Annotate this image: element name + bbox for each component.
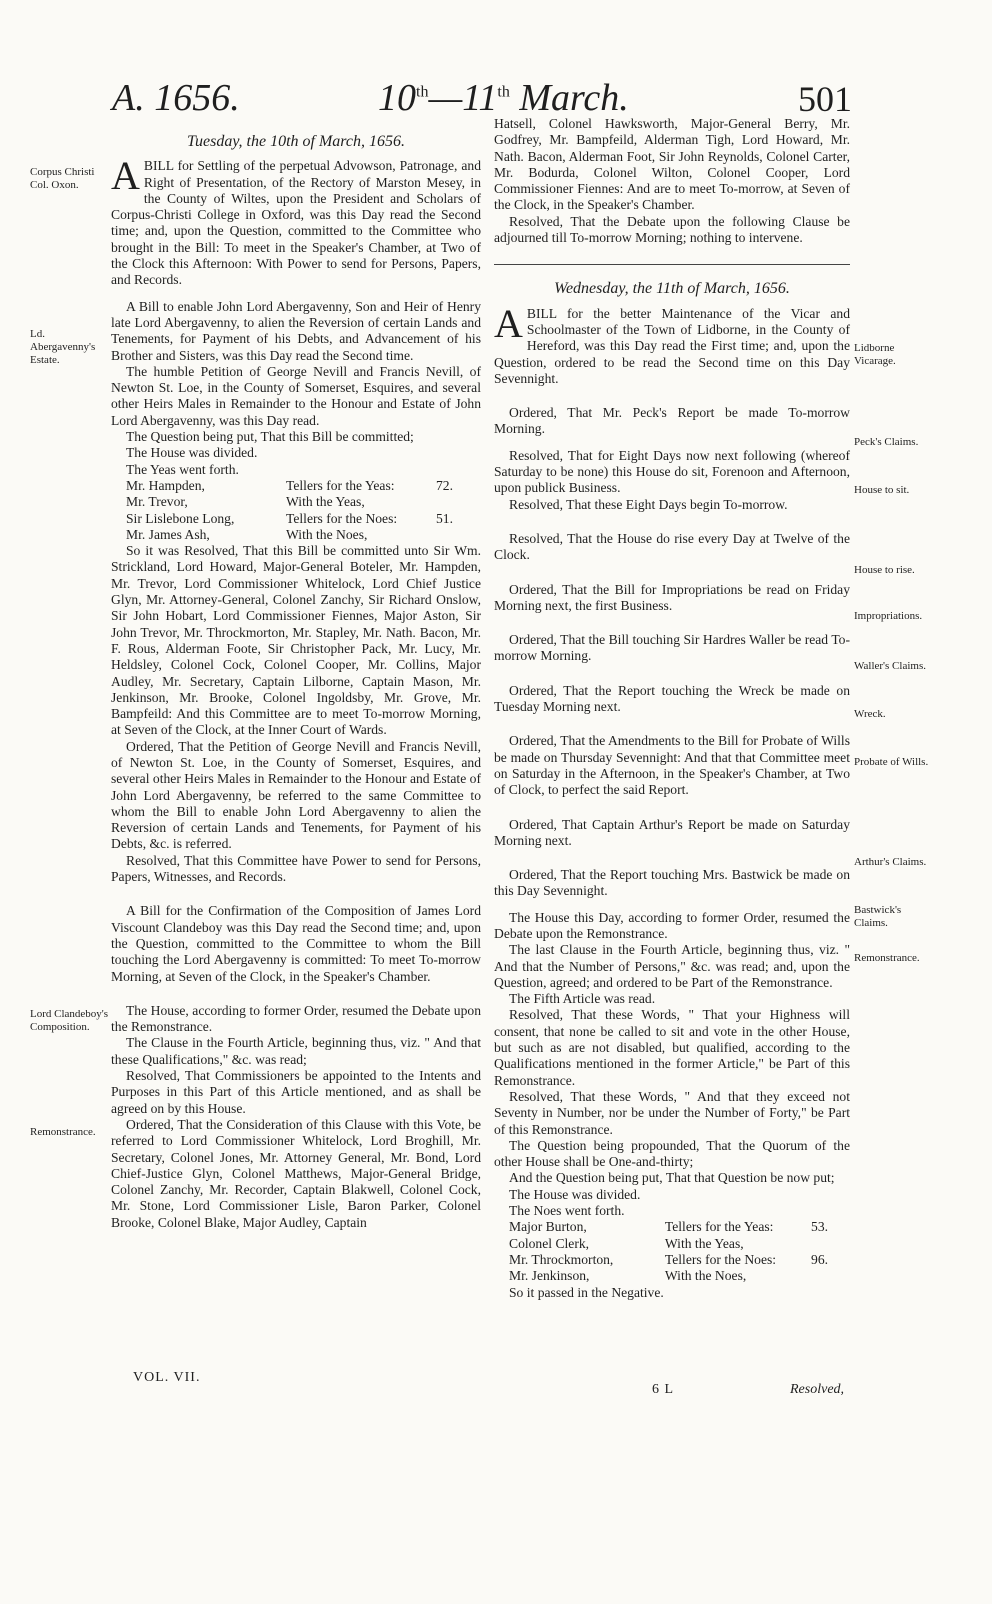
paragraph: The humble Petition of George Nevill and Francis Nevill, of Newton St. Loe, in the County of Somerset, Esquires, and several other Heirs Males in Remainder to the Honour and Estate of John Lord Abergavenny, was this Day read.: [111, 363, 481, 428]
paragraph: Ordered, That Mr. Peck's Report be made To-morrow Morning.: [494, 405, 850, 437]
margin-note: Lord Clandeboy's Composition.: [30, 1008, 109, 1033]
paragraph: The Question being propounded, That the Quorum of the other House shall be One-and-thirty;: [494, 1137, 850, 1170]
day-heading: Wednesday, the 11th of March, 1656.: [554, 280, 790, 298]
paragraph: The Noes went forth.: [509, 1203, 625, 1219]
paragraph: The House, according to former Order, resumed the Debate upon the Remonstrance.: [111, 1002, 481, 1035]
paragraph: ABILL for the better Maintenance of the Vicar and Schoolmaster of the Town of Lidborne, in the County of Hereford, was this Day read the First time; and, upon the Question, ordered to be read the Second time on this Day Sevennight.: [494, 300, 850, 386]
margin-note: Bastwick's Claims.: [854, 904, 902, 929]
paragraph: Resolved, That these Eight Days begin To-morrow.: [509, 496, 788, 512]
volume-footer: VOL. VII.: [133, 1370, 201, 1385]
paragraph: The House was divided.: [126, 445, 258, 461]
division-tellers: [126, 478, 481, 543]
catchword: Resolved,: [790, 1382, 845, 1397]
teller-row: Mr. Hampden, Tellers for the Yeas: 72.: [126, 477, 453, 493]
teller-row: Sir Lislebone Long, Tellers for the Noes: 51.: [126, 510, 453, 526]
paragraph: Resolved, That this Committee have Power to send for Persons, Papers, Witnesses, and Records.: [111, 852, 481, 885]
paragraph: So it was Resolved, That this Bill be committed unto Sir Wm. Strickland, Lord Howard, Major-General Boteler, Mr. Hampden, Mr. Trevor, Lord Commissioner Whitelock, Lord Chief Justice Glyn, Mr. Attorney-General, Colonel Zanchy, Sir Richard Onslow, Sir John Hobart, Lord Commissioner Fiennes, Major Aston, Sir John Trevor, Mr. Throckmorton, Mr. Stapley, Mr. Nath. Bacon, Mr. F. Rous, Alderman Foote, Sir Christopher Pack, Mr. Lucy, Mr. Heldsley, Colonel Cock, Colonel Cooper, Mr. Collins, Major Audley, Mr. Secretary, Captain Lilborne, Captain Mason, Mr. Jenkinson, Mr. Brooke, Colonel Ingoldsby, Mr. Grove, Mr. Bampfeild: And this Committee are to meet To-morrow Morning, at Seven of the Clock, at the Inner Court of Wards.: [111, 543, 481, 738]
paragraph: Ordered, That the Bill touching Sir Hardres Waller be read To-morrow Morning.: [494, 632, 850, 664]
paragraph: A Bill for the Confirmation of the Composition of James Lord Viscount Clandeboy was this Day read the Second time; and, upon the Question, committed to the Committee to whom the Bill touching the Lord Abergavenny is committed: To meet To-morrow Morning, at Seven of the Clock, in the Speaker's Chamber.: [111, 903, 481, 984]
paragraph: Resolved, That these Words, " And that they exceed not Seventy in Number, nor be under the Number of Forty," be Part of this Remonstrance.: [494, 1088, 850, 1137]
paragraph: Ordered, That the Consideration of this Clause with this Vote, be referred to Lord Commissioner Whitelock, Lord Broghill, Mr. Secretary, Colonel Jones, Mr. Attorney General, Mr. Bond, Lord Chief-Justice Glyn, Colonel Matthews, Major-General Bridge, Colonel Zanchy, Mr. Recorder, Captain Blakwell, Colonel Cock, Mr. Stone, Lord Commissioner Lisle, Baron Parker, Colonel Brooke, Colonel Blake, Major Audley, Captain: [111, 1116, 481, 1230]
paragraph: Ordered, That the Report touching the Wreck be made on Tuesday Morning next.: [494, 682, 850, 715]
margin-note: Lidborne Vicarage.: [854, 342, 896, 367]
left-column: [111, 130, 481, 1231]
paragraph: A Bill to enable John Lord Abergavenny, Son and Heir of Henry late Lord Abergavenny, to alien the Reversion of certain Lands and Tenements, for Payment of his Debts, and Advancement of his Brother and Sisters, was this Day read the Second time.: [111, 298, 481, 363]
margin-note: Probate of Wills.: [854, 756, 929, 768]
margin-note: Ld. Abergavenny's Estate.: [30, 328, 96, 366]
teller-row: Major Burton, Tellers for the Yeas: 53.: [509, 1219, 829, 1235]
margin-note: Waller's Claims.: [854, 660, 926, 672]
teller-row: Mr. James Ash, With the Noes,: [126, 526, 368, 542]
paragraph: Resolved, That these Words, " That your Highness will consent, that none be called to sit and vote in the other House, but such as are not disabled, but qualified, according to the Qualifications mentioned in the former Article," be Part of this Remonstrance.: [494, 1007, 850, 1088]
paragraph: ABILL for Settling of the perpetual Advowson, Patronage, and Right of Presentation, of the Rectory of Marston Mesey, in the County of Wiltes, upon the President and Scholars of Corpus-Christi College in Oxford, was this Day read the Second time; and, upon the Question, committed to the Committee who brought in the Bill: To meet in the Speaker's Chamber, at Two of the Clock this Afternoon: With Power to send for Persons, Papers, and Records.: [111, 153, 481, 288]
paragraph: The Question being put, That this Bill be committed;: [126, 429, 414, 445]
paragraph: The House this Day, according to former Order, resumed the Debate upon the Remonstrance.: [494, 909, 850, 941]
margin-note: House to rise.: [854, 564, 915, 576]
signature-mark: 6 L: [652, 1382, 675, 1397]
paragraph: The last Clause in the Fourth Article, beginning thus, viz. " And that the Number of Persons," &c. was read; and, upon the Question, agreed; and ordered to be Part of the Remonstrance.: [494, 942, 850, 990]
paragraph: The House was divided.: [509, 1186, 641, 1202]
margin-note: House to sit.: [854, 484, 910, 496]
section-divider: [494, 264, 850, 265]
paragraph: The Clause in the Fourth Article, beginning thus, viz. " And that these Qualifications," &c. was read;: [111, 1035, 481, 1067]
paragraph: Resolved, That the Debate upon the following Clause be adjourned till To-morrow Morning; nothing to intervene.: [494, 213, 850, 246]
margin-note: Remonstrance.: [854, 952, 920, 964]
paragraph: Resolved, That for Eight Days now next following (whereof Saturday to be none) this House do sit, Forenoon and Afternoon, upon publick Business.: [494, 447, 850, 496]
paragraph: The Yeas went forth.: [126, 461, 239, 477]
page-number: 501: [798, 79, 852, 119]
paragraph: Ordered, That the Petition of George Nevill and Francis Nevill, of Newton St. Loe, in the County of Somerset, Esquires, and several other Heirs Males in Remainder to the Honour and Estate of John Lord Abergavenny, be referred to the same Committee to whom the Bill to enable John Lord Abergavenny to alien the Reversion of certain Lands and Tenements, for Payment of his Debts, &c. is referred.: [111, 738, 481, 852]
paragraph: Ordered, That the Amendments to the Bill for Probate of Wills be made on Thursday Sevennight: And that that Committee meet on Saturday in the Afternoon, in the Speaker's Chamber, at Two of Clock, to perfect the said Report.: [494, 733, 850, 798]
teller-row: Colonel Clerk, With the Yeas,: [509, 1235, 744, 1251]
paragraph: The Fifth Article was read.: [509, 991, 656, 1007]
day-heading: Tuesday, the 10th of March, 1656.: [186, 133, 406, 150]
paragraph: Resolved, That the House do rise every Day at Twelve of the Clock.: [494, 530, 850, 563]
header-dates: 10th—11th March.: [378, 77, 629, 119]
teller-row: Mr. Throckmorton, Tellers for the Noes: 96.: [509, 1251, 829, 1267]
teller-row: Mr. Jenkinson, With the Noes,: [509, 1268, 747, 1284]
right-column: [494, 116, 850, 1301]
margin-note: Peck's Claims.: [854, 436, 919, 448]
header-year: A. 1656.: [112, 77, 240, 119]
paragraph: Ordered, That the Report touching Mrs. Bastwick be made on this Day Sevennight.: [494, 867, 850, 899]
division-tellers: [509, 1219, 850, 1284]
paragraph: Hatsell, Colonel Hawksworth, Major-General Berry, Mr. Godfrey, Mr. Bampfeild, Alderman Tigh, Lord Howard, Mr. Nath. Bacon, Alderman Foot, Sir John Reynolds, Colonel Carter, Mr. Bodurda, Colonel Wilton, Colonel Cooper, Lord Commissioner Fiennes: And are to meet To-morrow, at Seven of the Clock, in the Speaker's Chamber.: [494, 116, 850, 213]
paragraph: So it passed in the Negative.: [509, 1284, 664, 1300]
margin-note: Remonstrance.: [30, 1126, 96, 1138]
margin-note: Wreck.: [854, 708, 886, 720]
paragraph: And the Question being put, That that Question be now put;: [509, 1170, 835, 1186]
margin-note: Impropriations.: [854, 610, 923, 622]
margin-note: Arthur's Claims.: [854, 856, 927, 868]
margin-note: Corpus Christi Col. Oxon.: [30, 166, 95, 191]
paragraph: Ordered, That the Bill for Impropriations be read on Friday Morning next, the first Business.: [494, 581, 850, 613]
paragraph: Ordered, That Captain Arthur's Report be made on Saturday Morning next.: [494, 816, 850, 848]
teller-row: Mr. Trevor, With the Yeas,: [126, 494, 365, 510]
paragraph: Resolved, That Commissioners be appointed to the Intents and Purposes in this Part of this Article mentioned, and as shall be agreed on by this House.: [111, 1068, 481, 1116]
